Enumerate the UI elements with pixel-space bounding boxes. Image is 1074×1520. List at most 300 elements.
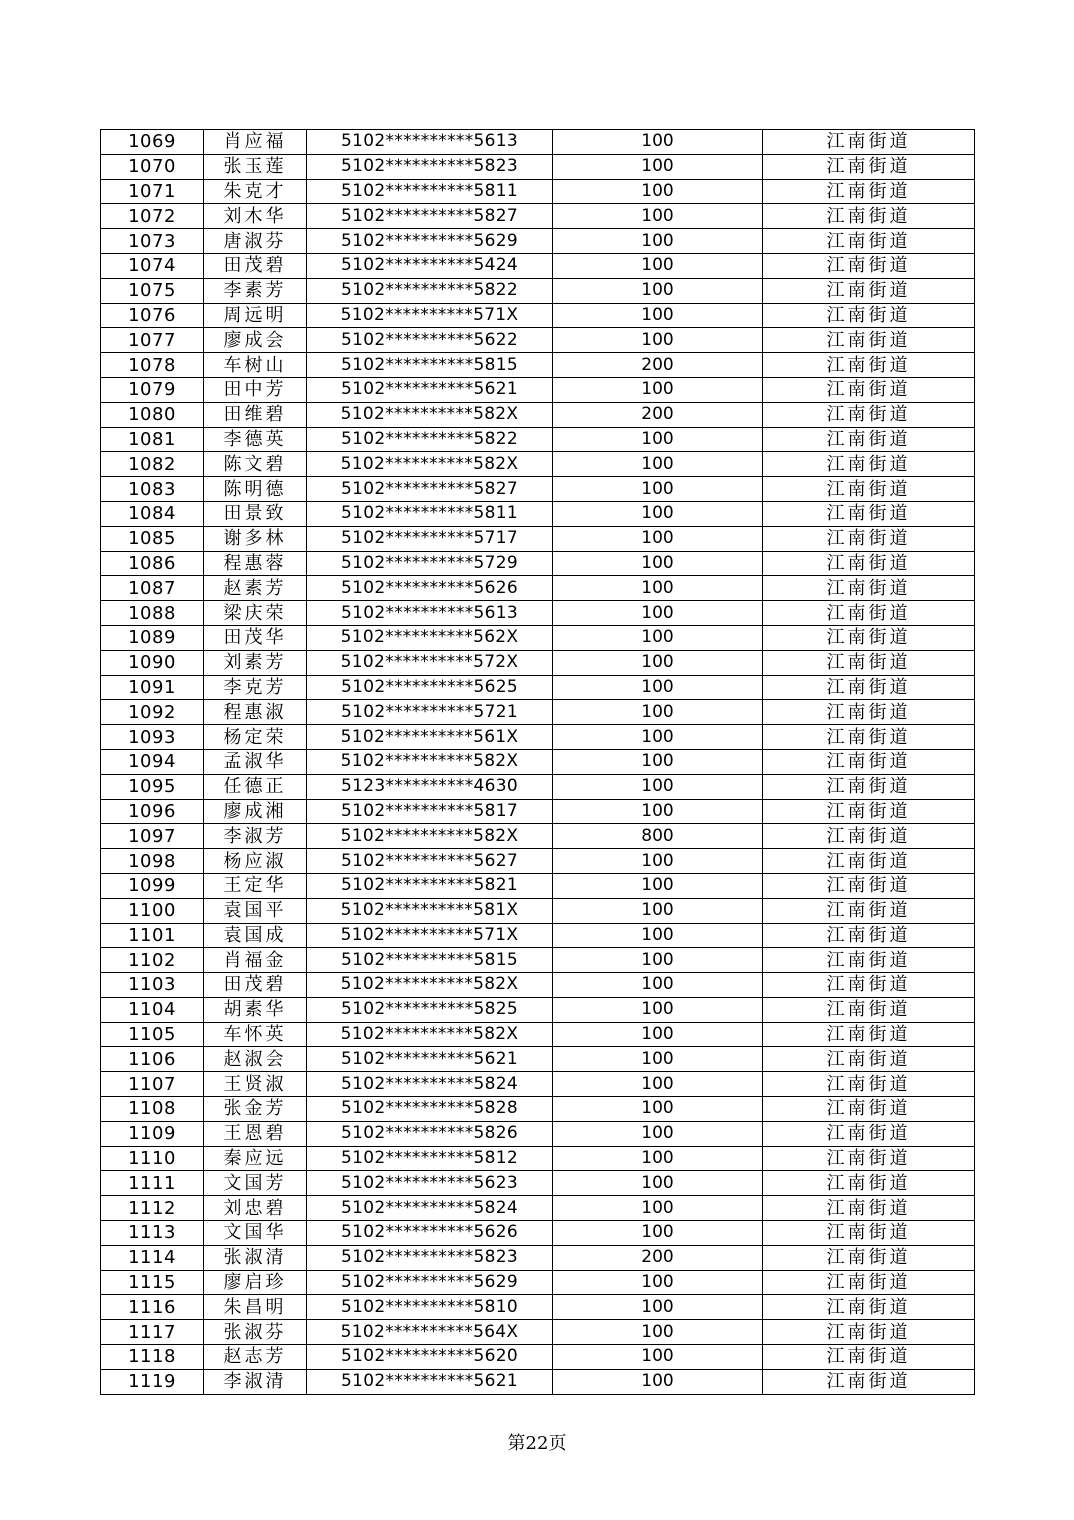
id-number-cell: 5102**********561X (307, 725, 553, 750)
serial-number-cell: 1117 (101, 1320, 204, 1345)
table-row (101, 650, 975, 675)
name-cell: 张玉莲 (204, 154, 307, 179)
amount-cell: 100 (553, 1072, 763, 1097)
amount-cell: 100 (553, 873, 763, 898)
street-cell: 江南街道 (763, 1270, 975, 1295)
id-number-cell: 5102**********5620 (307, 1345, 553, 1370)
table-row (101, 179, 975, 204)
street-cell: 江南街道 (763, 1196, 975, 1221)
table-row (101, 452, 975, 477)
serial-number-cell: 1091 (101, 675, 204, 700)
id-number-cell: 5102**********582X (307, 824, 553, 849)
serial-number-cell: 1098 (101, 849, 204, 874)
amount-cell: 100 (553, 427, 763, 452)
table-row (101, 1295, 975, 1320)
name-cell: 文国华 (204, 1221, 307, 1246)
id-number-cell: 5102**********582X (307, 402, 553, 427)
name-cell: 李淑清 (204, 1369, 307, 1394)
table-row (101, 824, 975, 849)
name-cell: 刘木华 (204, 204, 307, 229)
table-row (101, 601, 975, 626)
amount-cell: 100 (553, 1196, 763, 1221)
street-cell: 江南街道 (763, 130, 975, 155)
amount-cell: 100 (553, 253, 763, 278)
name-cell: 廖成湘 (204, 799, 307, 824)
table-row (101, 799, 975, 824)
street-cell: 江南街道 (763, 973, 975, 998)
id-number-cell: 5102**********5626 (307, 576, 553, 601)
name-cell: 赵淑会 (204, 1047, 307, 1072)
street-cell: 江南街道 (763, 1345, 975, 1370)
street-cell: 江南街道 (763, 551, 975, 576)
street-cell: 江南街道 (763, 154, 975, 179)
table-row (101, 1047, 975, 1072)
serial-number-cell: 1111 (101, 1171, 204, 1196)
serial-number-cell: 1092 (101, 700, 204, 725)
id-number-cell: 5102**********5811 (307, 179, 553, 204)
id-number-cell: 5102**********5824 (307, 1072, 553, 1097)
table-row (101, 229, 975, 254)
id-number-cell: 5102**********562X (307, 625, 553, 650)
amount-cell: 100 (553, 774, 763, 799)
table-row (101, 427, 975, 452)
street-cell: 江南街道 (763, 402, 975, 427)
table-row (101, 898, 975, 923)
amount-cell: 100 (553, 1121, 763, 1146)
serial-number-cell: 1078 (101, 353, 204, 378)
serial-number-cell: 1097 (101, 824, 204, 849)
serial-number-cell: 1101 (101, 923, 204, 948)
serial-number-cell: 1070 (101, 154, 204, 179)
serial-number-cell: 1105 (101, 1022, 204, 1047)
serial-number-cell: 1099 (101, 873, 204, 898)
amount-cell: 100 (553, 377, 763, 402)
table-row (101, 402, 975, 427)
street-cell: 江南街道 (763, 898, 975, 923)
serial-number-cell: 1080 (101, 402, 204, 427)
table-row (101, 1146, 975, 1171)
table-row (101, 749, 975, 774)
street-cell: 江南街道 (763, 1369, 975, 1394)
name-cell: 朱昌明 (204, 1295, 307, 1320)
name-cell: 谢多林 (204, 526, 307, 551)
data-table (100, 129, 975, 1395)
table-row (101, 1196, 975, 1221)
amount-cell: 100 (553, 725, 763, 750)
street-cell: 江南街道 (763, 774, 975, 799)
amount-cell: 100 (553, 700, 763, 725)
amount-cell: 100 (553, 1345, 763, 1370)
id-number-cell: 5102**********581X (307, 898, 553, 923)
id-number-cell: 5102**********5729 (307, 551, 553, 576)
serial-number-cell: 1084 (101, 501, 204, 526)
amount-cell: 100 (553, 1369, 763, 1394)
serial-number-cell: 1093 (101, 725, 204, 750)
id-number-cell: 5102**********5626 (307, 1221, 553, 1246)
street-cell: 江南街道 (763, 477, 975, 502)
amount-cell: 100 (553, 650, 763, 675)
amount-cell: 100 (553, 675, 763, 700)
amount-cell: 100 (553, 849, 763, 874)
name-cell: 刘素芳 (204, 650, 307, 675)
id-number-cell: 5102**********5613 (307, 601, 553, 626)
serial-number-cell: 1069 (101, 130, 204, 155)
street-cell: 江南街道 (763, 650, 975, 675)
street-cell: 江南街道 (763, 1245, 975, 1270)
table-row (101, 849, 975, 874)
name-cell: 李素芳 (204, 278, 307, 303)
street-cell: 江南街道 (763, 1171, 975, 1196)
amount-cell: 100 (553, 551, 763, 576)
page-number: 第22页 (507, 1433, 567, 1454)
table-row (101, 1097, 975, 1122)
serial-number-cell: 1115 (101, 1270, 204, 1295)
table-row (101, 1369, 975, 1394)
amount-cell: 100 (553, 179, 763, 204)
amount-cell: 100 (553, 1022, 763, 1047)
street-cell: 江南街道 (763, 1121, 975, 1146)
street-cell: 江南街道 (763, 923, 975, 948)
table-row (101, 1270, 975, 1295)
name-cell: 赵素芳 (204, 576, 307, 601)
street-cell: 江南街道 (763, 303, 975, 328)
name-cell: 陈明德 (204, 477, 307, 502)
id-number-cell: 5102**********5810 (307, 1295, 553, 1320)
street-cell: 江南街道 (763, 253, 975, 278)
name-cell: 孟淑华 (204, 749, 307, 774)
table-row (101, 1320, 975, 1345)
table-row (101, 154, 975, 179)
id-number-cell: 5102**********571X (307, 303, 553, 328)
street-cell: 江南街道 (763, 377, 975, 402)
street-cell: 江南街道 (763, 873, 975, 898)
name-cell: 田维碧 (204, 402, 307, 427)
name-cell: 田茂碧 (204, 253, 307, 278)
id-number-cell: 5102**********5629 (307, 1270, 553, 1295)
name-cell: 周远明 (204, 303, 307, 328)
name-cell: 车怀英 (204, 1022, 307, 1047)
name-cell: 梁庆荣 (204, 601, 307, 626)
table-row (101, 1245, 975, 1270)
table-row (101, 328, 975, 353)
name-cell: 胡素华 (204, 997, 307, 1022)
table-row (101, 1221, 975, 1246)
table-row (101, 997, 975, 1022)
id-number-cell: 5102**********5621 (307, 1047, 553, 1072)
serial-number-cell: 1108 (101, 1097, 204, 1122)
serial-number-cell: 1114 (101, 1245, 204, 1270)
street-cell: 江南街道 (763, 1047, 975, 1072)
serial-number-cell: 1086 (101, 551, 204, 576)
id-number-cell: 5102**********5623 (307, 1171, 553, 1196)
serial-number-cell: 1083 (101, 477, 204, 502)
amount-cell: 100 (553, 997, 763, 1022)
amount-cell: 100 (553, 1295, 763, 1320)
serial-number-cell: 1112 (101, 1196, 204, 1221)
street-cell: 江南街道 (763, 948, 975, 973)
amount-cell: 100 (553, 501, 763, 526)
name-cell: 张淑清 (204, 1245, 307, 1270)
amount-cell: 100 (553, 1097, 763, 1122)
name-cell: 廖启珍 (204, 1270, 307, 1295)
id-number-cell: 5102**********582X (307, 973, 553, 998)
name-cell: 杨定荣 (204, 725, 307, 750)
id-number-cell: 5102**********5827 (307, 477, 553, 502)
amount-cell: 100 (553, 303, 763, 328)
table-row (101, 725, 975, 750)
amount-cell: 100 (553, 229, 763, 254)
amount-cell: 100 (553, 799, 763, 824)
amount-cell: 100 (553, 973, 763, 998)
table-row (101, 948, 975, 973)
id-number-cell: 5102**********5823 (307, 1245, 553, 1270)
amount-cell: 100 (553, 898, 763, 923)
name-cell: 王定华 (204, 873, 307, 898)
id-number-cell: 5102**********582X (307, 452, 553, 477)
serial-number-cell: 1090 (101, 650, 204, 675)
id-number-cell: 5102**********5821 (307, 873, 553, 898)
table-row (101, 130, 975, 155)
street-cell: 江南街道 (763, 1022, 975, 1047)
serial-number-cell: 1118 (101, 1345, 204, 1370)
amount-cell: 100 (553, 749, 763, 774)
street-cell: 江南街道 (763, 204, 975, 229)
table-row (101, 1072, 975, 1097)
serial-number-cell: 1116 (101, 1295, 204, 1320)
table-row (101, 625, 975, 650)
id-number-cell: 5102**********5827 (307, 204, 553, 229)
table-row (101, 675, 975, 700)
street-cell: 江南街道 (763, 353, 975, 378)
amount-cell: 100 (553, 1221, 763, 1246)
serial-number-cell: 1081 (101, 427, 204, 452)
name-cell: 任德正 (204, 774, 307, 799)
street-cell: 江南街道 (763, 1295, 975, 1320)
id-number-cell: 5102**********5825 (307, 997, 553, 1022)
serial-number-cell: 1088 (101, 601, 204, 626)
amount-cell: 200 (553, 402, 763, 427)
street-cell: 江南街道 (763, 700, 975, 725)
street-cell: 江南街道 (763, 1072, 975, 1097)
name-cell: 陈文碧 (204, 452, 307, 477)
street-cell: 江南街道 (763, 501, 975, 526)
street-cell: 江南街道 (763, 229, 975, 254)
serial-number-cell: 1076 (101, 303, 204, 328)
name-cell: 车树山 (204, 353, 307, 378)
table-row (101, 1022, 975, 1047)
name-cell: 王贤淑 (204, 1072, 307, 1097)
amount-cell: 100 (553, 452, 763, 477)
id-number-cell: 5102**********5817 (307, 799, 553, 824)
street-cell: 江南街道 (763, 849, 975, 874)
id-number-cell: 5102**********582X (307, 1022, 553, 1047)
table-row (101, 204, 975, 229)
amount-cell: 100 (553, 923, 763, 948)
name-cell: 廖成会 (204, 328, 307, 353)
id-number-cell: 5123**********4630 (307, 774, 553, 799)
id-number-cell: 5102**********5826 (307, 1121, 553, 1146)
amount-cell: 100 (553, 278, 763, 303)
street-cell: 江南街道 (763, 799, 975, 824)
serial-number-cell: 1100 (101, 898, 204, 923)
amount-cell: 100 (553, 601, 763, 626)
street-cell: 江南街道 (763, 1320, 975, 1345)
serial-number-cell: 1085 (101, 526, 204, 551)
name-cell: 田中芳 (204, 377, 307, 402)
table-row (101, 1345, 975, 1370)
street-cell: 江南街道 (763, 1097, 975, 1122)
amount-cell: 100 (553, 1146, 763, 1171)
street-cell: 江南街道 (763, 675, 975, 700)
serial-number-cell: 1077 (101, 328, 204, 353)
serial-number-cell: 1087 (101, 576, 204, 601)
street-cell: 江南街道 (763, 526, 975, 551)
table-row (101, 526, 975, 551)
table-row (101, 551, 975, 576)
table-row (101, 501, 975, 526)
serial-number-cell: 1106 (101, 1047, 204, 1072)
street-cell: 江南街道 (763, 625, 975, 650)
street-cell: 江南街道 (763, 824, 975, 849)
serial-number-cell: 1073 (101, 229, 204, 254)
id-number-cell: 5102**********5815 (307, 353, 553, 378)
amount-cell: 100 (553, 477, 763, 502)
name-cell: 李淑芳 (204, 824, 307, 849)
id-number-cell: 5102**********5822 (307, 278, 553, 303)
serial-number-cell: 1113 (101, 1221, 204, 1246)
name-cell: 朱克才 (204, 179, 307, 204)
id-number-cell: 5102**********5822 (307, 427, 553, 452)
serial-number-cell: 1103 (101, 973, 204, 998)
name-cell: 文国芳 (204, 1171, 307, 1196)
id-number-cell: 5102**********5613 (307, 130, 553, 155)
table-row (101, 303, 975, 328)
id-number-cell: 5102**********5627 (307, 849, 553, 874)
id-number-cell: 5102**********5721 (307, 700, 553, 725)
id-number-cell: 5102**********5622 (307, 328, 553, 353)
name-cell: 赵志芳 (204, 1345, 307, 1370)
name-cell: 张金芳 (204, 1097, 307, 1122)
name-cell: 李德英 (204, 427, 307, 452)
id-number-cell: 5102**********5812 (307, 1146, 553, 1171)
serial-number-cell: 1075 (101, 278, 204, 303)
id-number-cell: 5102**********564X (307, 1320, 553, 1345)
amount-cell: 100 (553, 1320, 763, 1345)
amount-cell: 100 (553, 130, 763, 155)
table-row (101, 278, 975, 303)
name-cell: 程惠蓉 (204, 551, 307, 576)
street-cell: 江南街道 (763, 1221, 975, 1246)
table-row (101, 477, 975, 502)
amount-cell: 800 (553, 824, 763, 849)
serial-number-cell: 1095 (101, 774, 204, 799)
amount-cell: 200 (553, 353, 763, 378)
table-body (101, 130, 975, 1395)
id-number-cell: 5102**********5625 (307, 675, 553, 700)
id-number-cell: 5102**********572X (307, 650, 553, 675)
id-number-cell: 5102**********571X (307, 923, 553, 948)
name-cell: 程惠淑 (204, 700, 307, 725)
name-cell: 肖福金 (204, 948, 307, 973)
name-cell: 王恩碧 (204, 1121, 307, 1146)
table-row (101, 353, 975, 378)
serial-number-cell: 1110 (101, 1146, 204, 1171)
id-number-cell: 5102**********5815 (307, 948, 553, 973)
table-row (101, 873, 975, 898)
serial-number-cell: 1109 (101, 1121, 204, 1146)
street-cell: 江南街道 (763, 749, 975, 774)
name-cell: 田景致 (204, 501, 307, 526)
serial-number-cell: 1072 (101, 204, 204, 229)
id-number-cell: 5102**********5828 (307, 1097, 553, 1122)
id-number-cell: 5102**********582X (307, 749, 553, 774)
street-cell: 江南街道 (763, 278, 975, 303)
name-cell: 杨应淑 (204, 849, 307, 874)
table-row (101, 774, 975, 799)
amount-cell: 100 (553, 1171, 763, 1196)
serial-number-cell: 1082 (101, 452, 204, 477)
name-cell: 田茂华 (204, 625, 307, 650)
name-cell: 秦应远 (204, 1146, 307, 1171)
street-cell: 江南街道 (763, 576, 975, 601)
amount-cell: 100 (553, 526, 763, 551)
amount-cell: 100 (553, 328, 763, 353)
street-cell: 江南街道 (763, 427, 975, 452)
serial-number-cell: 1071 (101, 179, 204, 204)
table-row (101, 377, 975, 402)
name-cell: 袁国成 (204, 923, 307, 948)
street-cell: 江南街道 (763, 997, 975, 1022)
serial-number-cell: 1079 (101, 377, 204, 402)
id-number-cell: 5102**********5621 (307, 1369, 553, 1394)
id-number-cell: 5102**********5823 (307, 154, 553, 179)
serial-number-cell: 1074 (101, 253, 204, 278)
serial-number-cell: 1102 (101, 948, 204, 973)
table-row (101, 1121, 975, 1146)
table-row (101, 973, 975, 998)
street-cell: 江南街道 (763, 1146, 975, 1171)
street-cell: 江南街道 (763, 725, 975, 750)
street-cell: 江南街道 (763, 179, 975, 204)
serial-number-cell: 1094 (101, 749, 204, 774)
street-cell: 江南街道 (763, 328, 975, 353)
street-cell: 江南街道 (763, 601, 975, 626)
amount-cell: 100 (553, 154, 763, 179)
name-cell: 唐淑芬 (204, 229, 307, 254)
name-cell: 田茂碧 (204, 973, 307, 998)
serial-number-cell: 1104 (101, 997, 204, 1022)
street-cell: 江南街道 (763, 452, 975, 477)
table-row (101, 700, 975, 725)
amount-cell: 100 (553, 576, 763, 601)
table-row (101, 253, 975, 278)
id-number-cell: 5102**********5629 (307, 229, 553, 254)
table-row (101, 923, 975, 948)
name-cell: 袁国平 (204, 898, 307, 923)
amount-cell: 100 (553, 948, 763, 973)
amount-cell: 200 (553, 1245, 763, 1270)
id-number-cell: 5102**********5424 (307, 253, 553, 278)
name-cell: 肖应福 (204, 130, 307, 155)
table-row (101, 576, 975, 601)
serial-number-cell: 1096 (101, 799, 204, 824)
id-number-cell: 5102**********5717 (307, 526, 553, 551)
id-number-cell: 5102**********5621 (307, 377, 553, 402)
serial-number-cell: 1107 (101, 1072, 204, 1097)
name-cell: 张淑芬 (204, 1320, 307, 1345)
table-row (101, 1171, 975, 1196)
amount-cell: 100 (553, 1270, 763, 1295)
